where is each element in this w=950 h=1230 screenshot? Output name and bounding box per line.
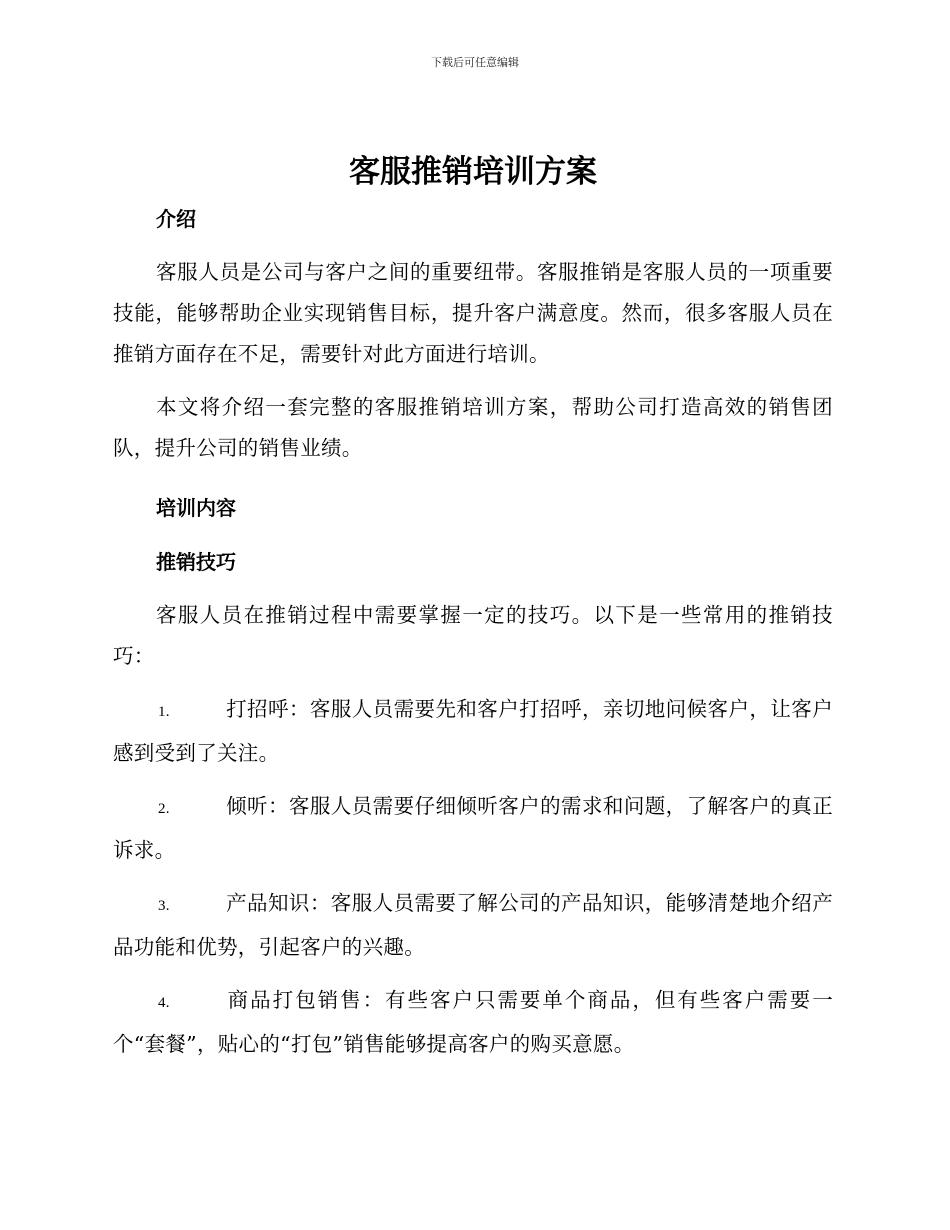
intro-paragraph-1: 客服人员是公司与客户之间的重要纽带。客服推销是客服人员的一项重要技能，能够帮助企业实现销售目标，提升客户满意度。然而，很多客服人员在推销方面存在不足，需要针对此方面进行培训。 [113, 260, 833, 366]
list-item-text: 倾听：客服人员需要仔细倾听客户的需求和问题，了解客户的真正诉求。 [113, 794, 833, 862]
list-item-text: 打招呼：客服人员需要先和客户打招呼，亲切地问候客户，让客户感到受到了关注。 [113, 697, 833, 765]
list-item [113, 786, 833, 871]
list-item-number: 1. [158, 704, 170, 720]
list-item-text: 商品打包销售：有些客户只需要单个商品，但有些客户需要一个“套餐”，贴心的“打包”销售能够提高客户的购买意愿。 [113, 988, 833, 1056]
document-body [113, 150, 833, 1065]
list-item-number: 3. [158, 898, 170, 914]
list-item-text: 产品知识：客服人员需要了解公司的产品知识，能够清楚地介绍产品功能和优势，引起客户的兴趣。 [113, 891, 833, 959]
intro-paragraph-2: 本文将介绍一套完整的客服推销培训方案，帮助公司打造高效的销售团队，提升公司的销售业绩。 [113, 395, 833, 460]
list-item-number: 2. [158, 801, 170, 817]
list-item [113, 980, 833, 1065]
section-heading-intro: 介绍 [156, 207, 196, 231]
section-heading-skills: 推销技巧 [156, 550, 236, 574]
skills-intro-paragraph: 客服人员在推销过程中需要掌握一定的技巧。以下是一些常用的推销技巧： [113, 603, 833, 668]
section-heading-content: 培训内容 [156, 496, 236, 520]
list-item [113, 689, 833, 774]
list-item-number: 4. [158, 995, 170, 1011]
list-item [113, 883, 833, 968]
page-header-note: 下载后可任意编辑 [431, 56, 519, 69]
document-title: 客服推销培训方案 [349, 154, 597, 190]
